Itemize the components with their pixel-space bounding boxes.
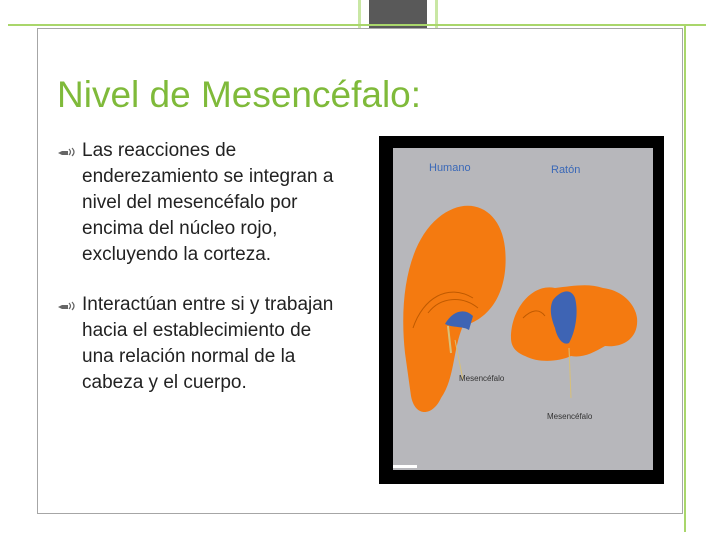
- figure-corner-mark: [393, 465, 417, 468]
- bullet-icon: [58, 147, 78, 157]
- brain-illustration: [393, 148, 653, 470]
- decorative-green-line-right: [684, 24, 686, 532]
- brain-comparison-figure: [379, 136, 664, 484]
- label-midbrain-rat: Mesencéfalo: [547, 412, 593, 421]
- bullet-icon: [58, 301, 78, 311]
- bullet-text: Las reacciones de enderezamiento se integran a nivel del mesencéfalo por encima del núcleo rojo, excluyendo la corteza.: [82, 140, 334, 265]
- bullet-item: [56, 138, 346, 268]
- label-midbrain-human: Mesencéfalo: [459, 374, 505, 383]
- figure-panel: [393, 148, 653, 470]
- bullet-text: Interactúan entre si y trabajan hacia el establecimiento de una relación normal de la cabeza y el cuerpo.: [82, 294, 334, 393]
- bullet-list: [56, 138, 346, 420]
- slide-title: Nivel de Mesencéfalo:: [57, 74, 422, 115]
- label-rat: Ratón: [551, 164, 581, 176]
- decorative-green-line-top: [8, 24, 706, 26]
- label-human: Humano: [429, 162, 471, 174]
- bullet-item: [56, 292, 346, 396]
